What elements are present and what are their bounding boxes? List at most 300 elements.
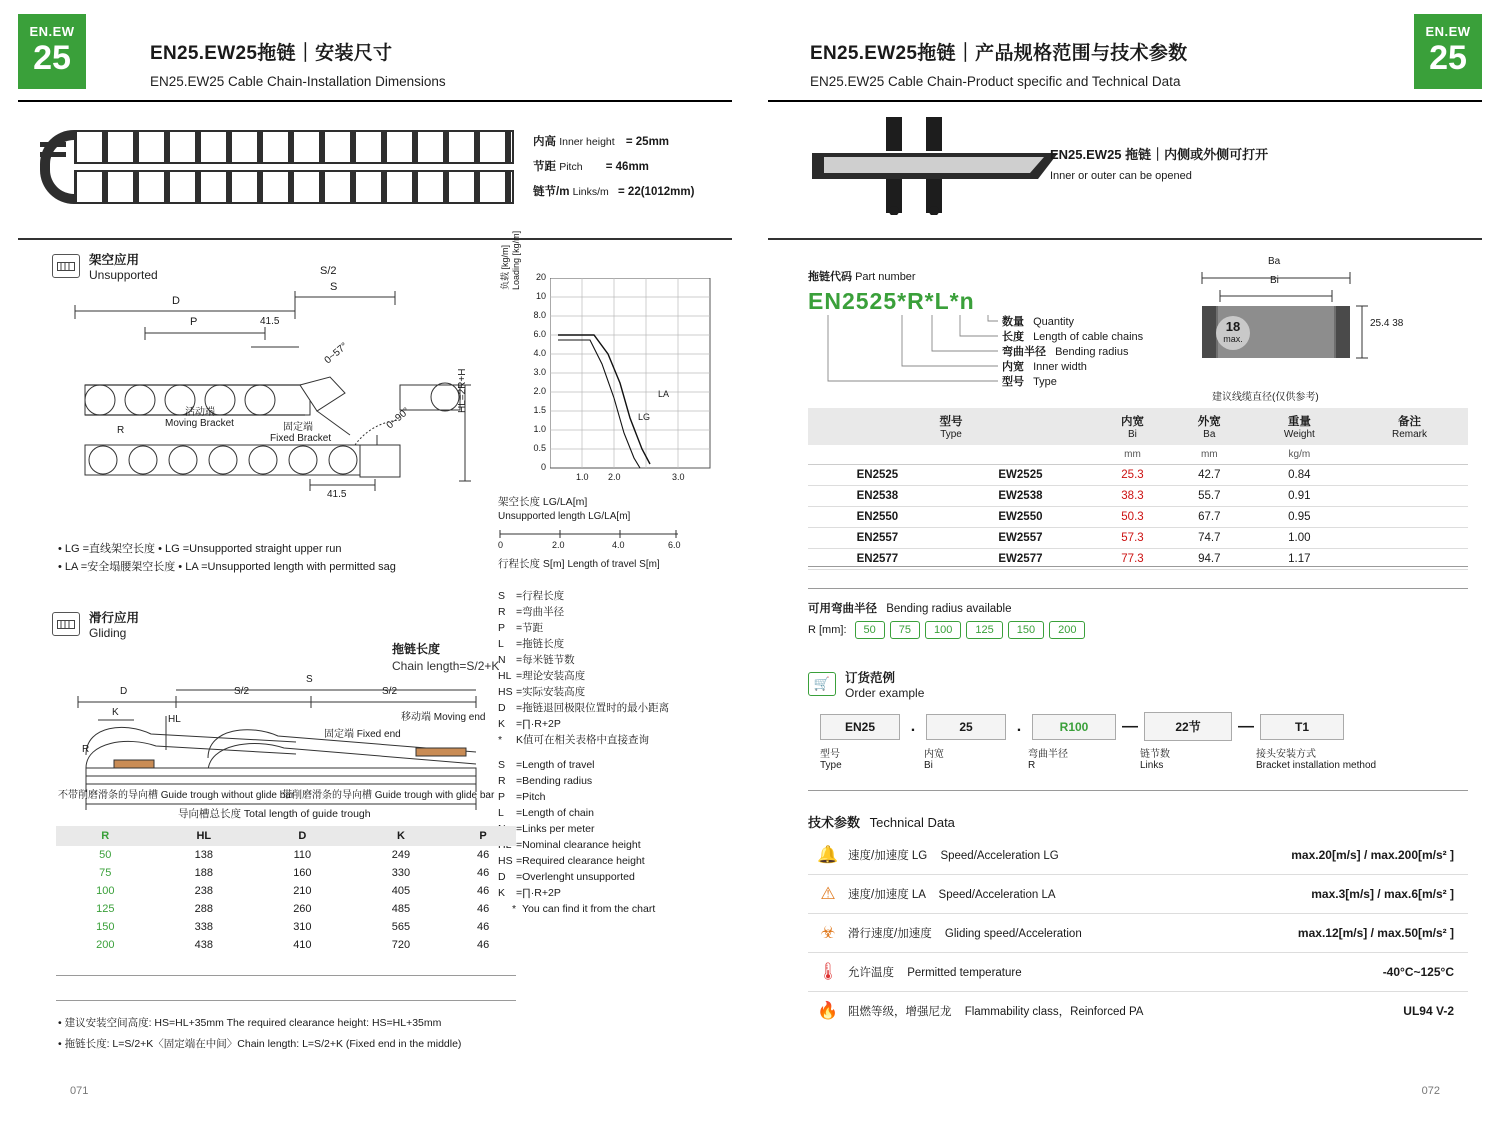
chart-xlabel2-cn: 行程长度 (498, 558, 540, 570)
partnumber-label (808, 268, 916, 284)
left-section-rule (18, 238, 732, 240)
techdata-en-1: Speed/Acceleration LA (938, 889, 1056, 901)
row0-bi: 25.3 (1094, 465, 1171, 486)
footnote-1: • 建议安装空间高度: HS=HL+35mm The required clearance height: HS=HL+35mm (58, 1017, 442, 1029)
techdata-text-3 (848, 964, 1383, 980)
dimension-table (56, 826, 516, 954)
cell-d-3: 260 (293, 903, 312, 915)
chain-length-cn: 拖链长度 (392, 642, 441, 656)
table-row (808, 465, 1468, 486)
dim2-S2-b: S/2 (382, 686, 398, 697)
chart-ytick-1: 10 (535, 291, 546, 301)
bending-radius-list (808, 621, 1090, 639)
order-title-cn: 订货范例 (845, 671, 896, 685)
row3-weight: 1.00 (1248, 528, 1351, 549)
techdata-cn-1: 速度/加速度 LA (848, 889, 926, 901)
order-label-bi (924, 745, 1028, 771)
cell-hl-5: 438 (194, 939, 213, 951)
trough-with-glide (282, 786, 494, 801)
legend-cn-6: =实际安装高度 (516, 686, 586, 698)
order-box-bracket[interactable]: T1 (1260, 714, 1344, 740)
right-page (750, 0, 1500, 1125)
dim2-S: S (306, 674, 313, 685)
bending-option-125[interactable]: 125 (966, 621, 1002, 639)
row3-bi: 57.3 (1094, 528, 1171, 549)
fixed-end-cn: 固定端 (324, 729, 354, 740)
partnumber-code: EN2525*R*L*n (808, 288, 975, 314)
divider-4 (808, 588, 1468, 589)
legend-cn-1: =弯曲半径 (516, 606, 565, 618)
legend-cn-8: =∏·R+2P (516, 718, 561, 730)
cell-hl-3: 288 (194, 903, 213, 915)
row1-remark (1351, 486, 1468, 507)
legend-cn-9: K值可在相关表格中直接查询 (516, 734, 650, 746)
order-label-type (820, 745, 924, 771)
legend-en-4: =Links per meter (516, 823, 595, 835)
bending-radius-title (808, 600, 1012, 616)
cell-r-0: 50 (99, 849, 112, 861)
spec-en-0: Inner height (559, 136, 615, 148)
row1-ew-type: EW2538 (947, 486, 1094, 507)
pn-legend-en-2: Bending radius (1055, 346, 1129, 358)
chart-xlabel2-en: Length of travel S[m] (567, 559, 660, 570)
dim-angle-2: 0~90° (384, 405, 412, 432)
chart-axis2-tick-3: 6.0 (668, 540, 681, 550)
cell-p-3: 46 (476, 903, 490, 915)
section2-title-en: Gliding (89, 626, 127, 640)
techdata-row (808, 914, 1468, 953)
techdata-title (808, 812, 955, 831)
chart-xlabel1-sym: LG/LA[m] (542, 496, 588, 508)
spec-cn-0: 内高 (533, 136, 556, 148)
th-R: R (56, 826, 155, 846)
pn-legend-en-0: Quantity (1033, 316, 1075, 328)
pn-legend-1 (1002, 328, 1143, 344)
order-box-radius[interactable]: R100 (1032, 714, 1116, 740)
order-label-links (1140, 745, 1256, 771)
left-header-rule (18, 100, 732, 102)
section1-title-cn: 架空应用 (89, 253, 140, 267)
chart-ylabel-unit: [kg/m] (500, 244, 510, 270)
left-page-title: EN25.EW25拖链｜安装尺寸 (150, 43, 393, 64)
chart-ytick-6: 2.0 (533, 386, 546, 396)
row4-ew-type: EW2577 (947, 549, 1094, 570)
chart-xtick-0: 1.0 (576, 472, 589, 482)
legend-sym-8: K (498, 718, 506, 730)
table-row (56, 882, 516, 900)
row0-ew-type: EW2525 (947, 465, 1094, 486)
cs-dim-Bi: Bi (1270, 275, 1279, 286)
spec-th-weight-en: Weight (1283, 429, 1315, 440)
dim-41-5-b: 41.5 (327, 489, 347, 500)
legend-en-1: =Bending radius (516, 775, 593, 787)
techdata-en-3: Permitted temperature (907, 967, 1022, 979)
order-label-radius (1028, 745, 1140, 771)
dim2-K: K (112, 707, 119, 718)
legend-sym-1: R (498, 606, 506, 618)
techdata-cn-2: 滑行速度/加速度 (848, 928, 932, 940)
gliding-icon: ☣ (820, 923, 836, 942)
techdata-cn-0: 速度/加速度 LG (848, 850, 928, 862)
row1-bi: 38.3 (1094, 486, 1171, 507)
bending-option-50[interactable]: 50 (855, 621, 885, 639)
legend-en-sym-9: * (512, 903, 517, 915)
cell-k-5: 720 (391, 939, 411, 951)
moving-label-cn: 活动端 (185, 407, 215, 418)
cell-d-0: 110 (293, 849, 312, 861)
th-P: P (450, 826, 516, 846)
order-label-bracket-cn: 接头安装方式 (1256, 749, 1316, 760)
partnumber-leader-lines (810, 315, 1000, 415)
order-label-links-cn: 链节数 (1140, 749, 1170, 760)
techdata-row (808, 992, 1468, 1030)
legend-en-9: You can find it from the chart (522, 903, 656, 915)
techdata-text-4 (848, 1003, 1403, 1019)
order-sep-1: . (1016, 717, 1022, 735)
cell-k-4: 565 (391, 921, 411, 933)
row3-ba: 74.7 (1171, 528, 1248, 549)
cs-dim-Ba: Ba (1268, 256, 1281, 267)
legend-en-row-5 (498, 837, 738, 853)
row2-weight: 0.95 (1248, 507, 1351, 528)
spec-th-remark (1351, 408, 1468, 445)
legend-sym-2: P (498, 622, 506, 634)
techdata-title-cn: 技术参数 (808, 815, 861, 830)
chart-ytick-8: 1.0 (533, 424, 546, 434)
techdata-en-2: Gliding speed/Acceleration (944, 928, 1082, 940)
techdata-val-4: UL94 V-2 (1403, 1004, 1454, 1018)
legend-row-3 (498, 636, 738, 652)
chart-ytick-3: 6.0 (533, 329, 546, 339)
chart-series-la: LA (658, 389, 670, 399)
row1-weight: 0.91 (1248, 486, 1351, 507)
spec-row-inner-height (533, 133, 733, 149)
spec-val-1: = 46mm (605, 161, 649, 173)
spec-th-weight-cn: 重量 (1287, 416, 1311, 428)
legend-en-sym-7: D (498, 871, 506, 883)
bending-option-75[interactable]: 75 (890, 621, 920, 639)
legend-cn-5: =理论安装高度 (516, 670, 586, 682)
moving-end-label (401, 708, 485, 723)
table-header-row (56, 826, 516, 846)
legend-row-8 (498, 716, 738, 732)
trough-with-glide-en: Guide trough with glide bar (374, 790, 495, 801)
trough-no-glide (58, 786, 294, 801)
techdata-text-1 (848, 886, 1311, 902)
table-row (808, 528, 1468, 549)
spec-th-bi-en: Bi (1128, 429, 1137, 440)
legend-en-sym-6: HS (498, 855, 513, 867)
pn-legend-cn-0: 数量 (1002, 316, 1024, 328)
legend-en-8: =∏·R+2P (516, 887, 561, 899)
moving-label-en: Moving Bracket (165, 418, 234, 429)
row4-en-type: EN2577 (808, 549, 947, 570)
legend-en-row-9 (512, 901, 738, 917)
row3-en-type: EN2557 (808, 528, 947, 549)
dim2-HL: HL (168, 714, 181, 725)
chart-ytick-7: 1.5 (533, 405, 546, 415)
section-unsupported (52, 250, 158, 282)
chart-xtick-2: 3.0 (672, 472, 685, 482)
techdata-val-1: max.3[m/s] / max.6[m/s² ] (1311, 887, 1454, 901)
legend-en-sym-1: R (498, 775, 506, 787)
order-label-type-en: Type (820, 760, 842, 771)
fixed-end-en: Fixed end (356, 729, 401, 740)
chart-ylabel-en: Loading (511, 257, 521, 290)
legend-sym-4: N (498, 654, 506, 666)
flame-icon: 🔥 (817, 1001, 839, 1020)
legend-en-row-4 (498, 821, 738, 837)
dim2-S2-a: S/2 (234, 686, 250, 697)
legend-en-sym-2: P (498, 791, 506, 803)
pn-legend-3 (1002, 358, 1087, 374)
spec-table-units (808, 445, 1468, 465)
legend-en-row-2 (498, 789, 738, 805)
techdata-val-0: max.20[m/s] / max.200[m/s² ] (1291, 848, 1454, 862)
cell-hl-1: 188 (194, 867, 213, 879)
chart-xlabel1-en: Unsupported length LG/LA[m] (498, 511, 631, 522)
right-page-tab (1414, 14, 1482, 89)
order-label-bracket (1256, 745, 1376, 771)
cell-hl-0: 138 (194, 849, 213, 861)
cs-dim-right: 25.4 38 (1370, 318, 1404, 329)
bending-option-150[interactable]: 150 (1008, 621, 1044, 639)
legend-cn-3: =拖链长度 (516, 638, 565, 650)
cell-k-0: 249 (391, 849, 411, 861)
order-label-bracket-en: Bracket installation method (1256, 760, 1377, 771)
legend-cn-7: =拖链退回极限位置时的最小距离 (516, 702, 670, 714)
legend-en-6: =Required clearance height (516, 855, 645, 867)
legend-en-sym-8: K (498, 887, 506, 899)
moving-end-cn: 移动端 (401, 712, 431, 723)
techdata-row (808, 836, 1468, 875)
chart-ytick-2: 8.0 (533, 310, 546, 320)
table-row (808, 507, 1468, 528)
row1-en-type: EN2538 (808, 486, 947, 507)
bending-option-100[interactable]: 100 (925, 621, 961, 639)
cell-k-2: 405 (391, 885, 411, 897)
spec-table-header (808, 408, 1468, 445)
legend-en-0: =Length of travel (516, 759, 595, 771)
right-page-number: 072 (1421, 1085, 1440, 1097)
legend-cn-2: =节距 (516, 622, 544, 634)
legend-row-2 (498, 620, 738, 636)
row0-en-type: EN2525 (808, 465, 947, 486)
legend-sym-6: HS (498, 686, 513, 698)
cell-r-4: 150 (96, 921, 115, 933)
legend-row-7 (498, 700, 738, 716)
partnumber-label-cn: 拖链代码 (808, 271, 852, 283)
techdata-en-4: Flammability class，Reinforced PA (964, 1006, 1144, 1018)
table-row (56, 936, 516, 954)
chart-xtick-1: 2.0 (608, 472, 621, 482)
legend-sym-3: L (498, 638, 504, 650)
legend-sym-7: D (498, 702, 506, 714)
chain-illustration (40, 128, 510, 213)
chart-ytick-0: 20 (535, 272, 546, 282)
cell-d-1: 160 (293, 867, 312, 879)
order-box-type[interactable]: EN25 (820, 714, 900, 740)
cell-k-1: 330 (391, 867, 411, 879)
open-chain-illustration (808, 115, 1088, 215)
dim-S: S (330, 281, 338, 293)
symbol-legend (498, 588, 738, 917)
legend-sym-5: HL (498, 670, 512, 682)
legend-sym-9: * (498, 734, 503, 746)
order-sep-2: — (1122, 717, 1138, 735)
legend-row-5 (498, 668, 738, 684)
fixed-end-label (324, 725, 401, 740)
right-header-rule (768, 100, 1482, 102)
trough-total-en: Total length of guide trough (243, 808, 371, 820)
techdata-title-en: Technical Data (869, 815, 955, 830)
left-specs (533, 133, 733, 208)
chart-xlabel2-sym: S[m] (542, 558, 565, 570)
dim-angle-1: 0~57° (322, 340, 350, 367)
order-sep-3: — (1238, 717, 1254, 735)
cell-r-5: 200 (96, 939, 115, 951)
row2-remark (1351, 507, 1468, 528)
pn-legend-4 (1002, 373, 1057, 389)
spec-th-type (808, 408, 1094, 445)
section2-title-cn: 滑行应用 (89, 611, 140, 625)
order-label-bi-cn: 内宽 (924, 749, 944, 760)
left-tab-line1: EN.EW (29, 24, 75, 39)
chart-ytick-9: 0.5 (533, 443, 546, 453)
right-section-rule (768, 238, 1482, 240)
bell-icon: 🔔 (817, 845, 839, 864)
gliding-chain-icon (52, 612, 80, 636)
bending-title-en: Bending radius available (886, 603, 1012, 615)
trough-no-glide-cn: 不带削磨滑条的导向槽 (58, 790, 158, 801)
fixed-label-cn: 固定端 (283, 422, 313, 433)
row2-en-type: EN2550 (808, 507, 947, 528)
moving-end-en: Moving end (433, 712, 486, 723)
dim-R: R (117, 425, 125, 436)
order-sep-0: . (910, 717, 916, 735)
row4-weight: 1.17 (1248, 549, 1351, 570)
section1-title-en: Unsupported (89, 268, 158, 282)
spec-th-ba-cn: 外宽 (1197, 416, 1221, 428)
cell-r-2: 100 (96, 885, 115, 897)
cell-r-1: 75 (99, 867, 112, 879)
row0-weight: 0.84 (1248, 465, 1351, 486)
dim-D: D (172, 295, 180, 307)
cell-k-3: 485 (391, 903, 411, 915)
open-note-en: Inner or outer can be opened (1050, 170, 1192, 182)
partnumber-label-en: Part number (855, 271, 916, 283)
table-row (56, 900, 516, 918)
pn-legend-en-3: Inner width (1033, 361, 1087, 373)
trough-total-cn: 导向槽总长度 (178, 808, 241, 820)
order-example-header (808, 668, 924, 700)
row2-bi: 50.3 (1094, 507, 1171, 528)
spec-th-ba (1171, 408, 1248, 445)
legend-en-row-3 (498, 805, 738, 821)
techdata-cn-4: 阻燃等级，增强尼龙 (848, 1006, 952, 1018)
load-chart (498, 230, 738, 572)
cell-p-1: 46 (476, 867, 490, 879)
row2-ba: 67.7 (1171, 507, 1248, 528)
chain-length-en: Chain length=S/2+K (392, 659, 500, 673)
legend-cn-0: =行程长度 (516, 590, 565, 602)
table-row (56, 864, 516, 882)
spec-th-weight (1248, 408, 1351, 445)
cart-icon: 🛒 (808, 672, 836, 696)
row2-ew-type: EW2550 (947, 507, 1094, 528)
spec-unit-ba: mm (1171, 445, 1248, 465)
legend-en-row-0 (498, 757, 738, 773)
spec-en-1: Pitch (559, 161, 583, 173)
row0-ba: 42.7 (1171, 465, 1248, 486)
trough-total (178, 806, 371, 821)
cross-section (1180, 256, 1470, 403)
chart-ylabel-cn: 负载 (500, 271, 510, 290)
spec-th-ba-en: Ba (1203, 429, 1216, 440)
divider-3 (808, 566, 1468, 567)
divider-5 (808, 790, 1468, 791)
chart-series-lg: LG (638, 412, 651, 422)
bending-title-cn: 可用弯曲半径 (808, 603, 877, 615)
chart-axis2-tick-1: 2.0 (552, 540, 565, 550)
cell-hl-2: 238 (194, 885, 213, 897)
row4-ba: 94.7 (1171, 549, 1248, 570)
bending-option-200[interactable]: 200 (1049, 621, 1085, 639)
right-page-subtitle: EN25.EW25 Cable Chain-Product specific and Technical Data (810, 74, 1181, 89)
order-box-links[interactable]: 22节 (1144, 712, 1232, 741)
spec-th-type-en: Type (940, 429, 962, 440)
pn-legend-cn-4: 型号 (1002, 376, 1024, 388)
dim-S2: S/2 (320, 265, 337, 277)
right-tab-line1: EN.EW (1425, 24, 1471, 39)
cable-diameter-badge (1216, 316, 1250, 350)
cell-hl-4: 338 (194, 921, 213, 933)
legend-en-row-8 (498, 885, 738, 901)
legend-en-row-7 (498, 869, 738, 885)
left-page-number: 071 (70, 1085, 89, 1097)
legend-en-sym-0: S (498, 759, 506, 771)
cell-d-5: 410 (293, 939, 312, 951)
dim-HL: HL=2R+H (457, 368, 468, 413)
note-la: • LA =安全塌腰架空长度 • LA =Unsupported length with permitted sag (58, 561, 396, 573)
dim2-R: R (82, 744, 90, 755)
chain-icon (52, 254, 80, 278)
cell-p-5: 46 (476, 939, 490, 951)
techdata-en-0: Speed/Acceleration LG (940, 850, 1059, 862)
th-D: D (253, 826, 352, 846)
row4-bi: 77.3 (1094, 549, 1171, 570)
dim2-D: D (120, 686, 128, 697)
order-example-labels (820, 745, 1376, 771)
row0-remark (1351, 465, 1468, 486)
cell-d-2: 210 (293, 885, 312, 897)
table-row (808, 486, 1468, 507)
spec-unit-weight: kg/m (1248, 445, 1351, 465)
order-title-en: Order example (845, 686, 925, 700)
legend-en-row-1 (498, 773, 738, 789)
order-label-type-cn: 型号 (820, 749, 840, 760)
order-label-radius-cn: 弯曲半径 (1028, 749, 1068, 760)
legend-en-5: =Nominal clearance height (516, 839, 641, 851)
table-row (56, 846, 516, 864)
right-page-title: EN25.EW25拖链｜产品规格范围与技术参数 (810, 43, 1188, 64)
dim-P: P (190, 316, 198, 328)
techdata-cn-3: 允许温度 (848, 967, 894, 979)
order-box-bi[interactable]: 25 (926, 714, 1006, 740)
dim-41-5-a: 41.5 (260, 316, 280, 327)
spec-th-bi (1094, 408, 1171, 445)
order-label-radius-en: R (1028, 760, 1036, 771)
